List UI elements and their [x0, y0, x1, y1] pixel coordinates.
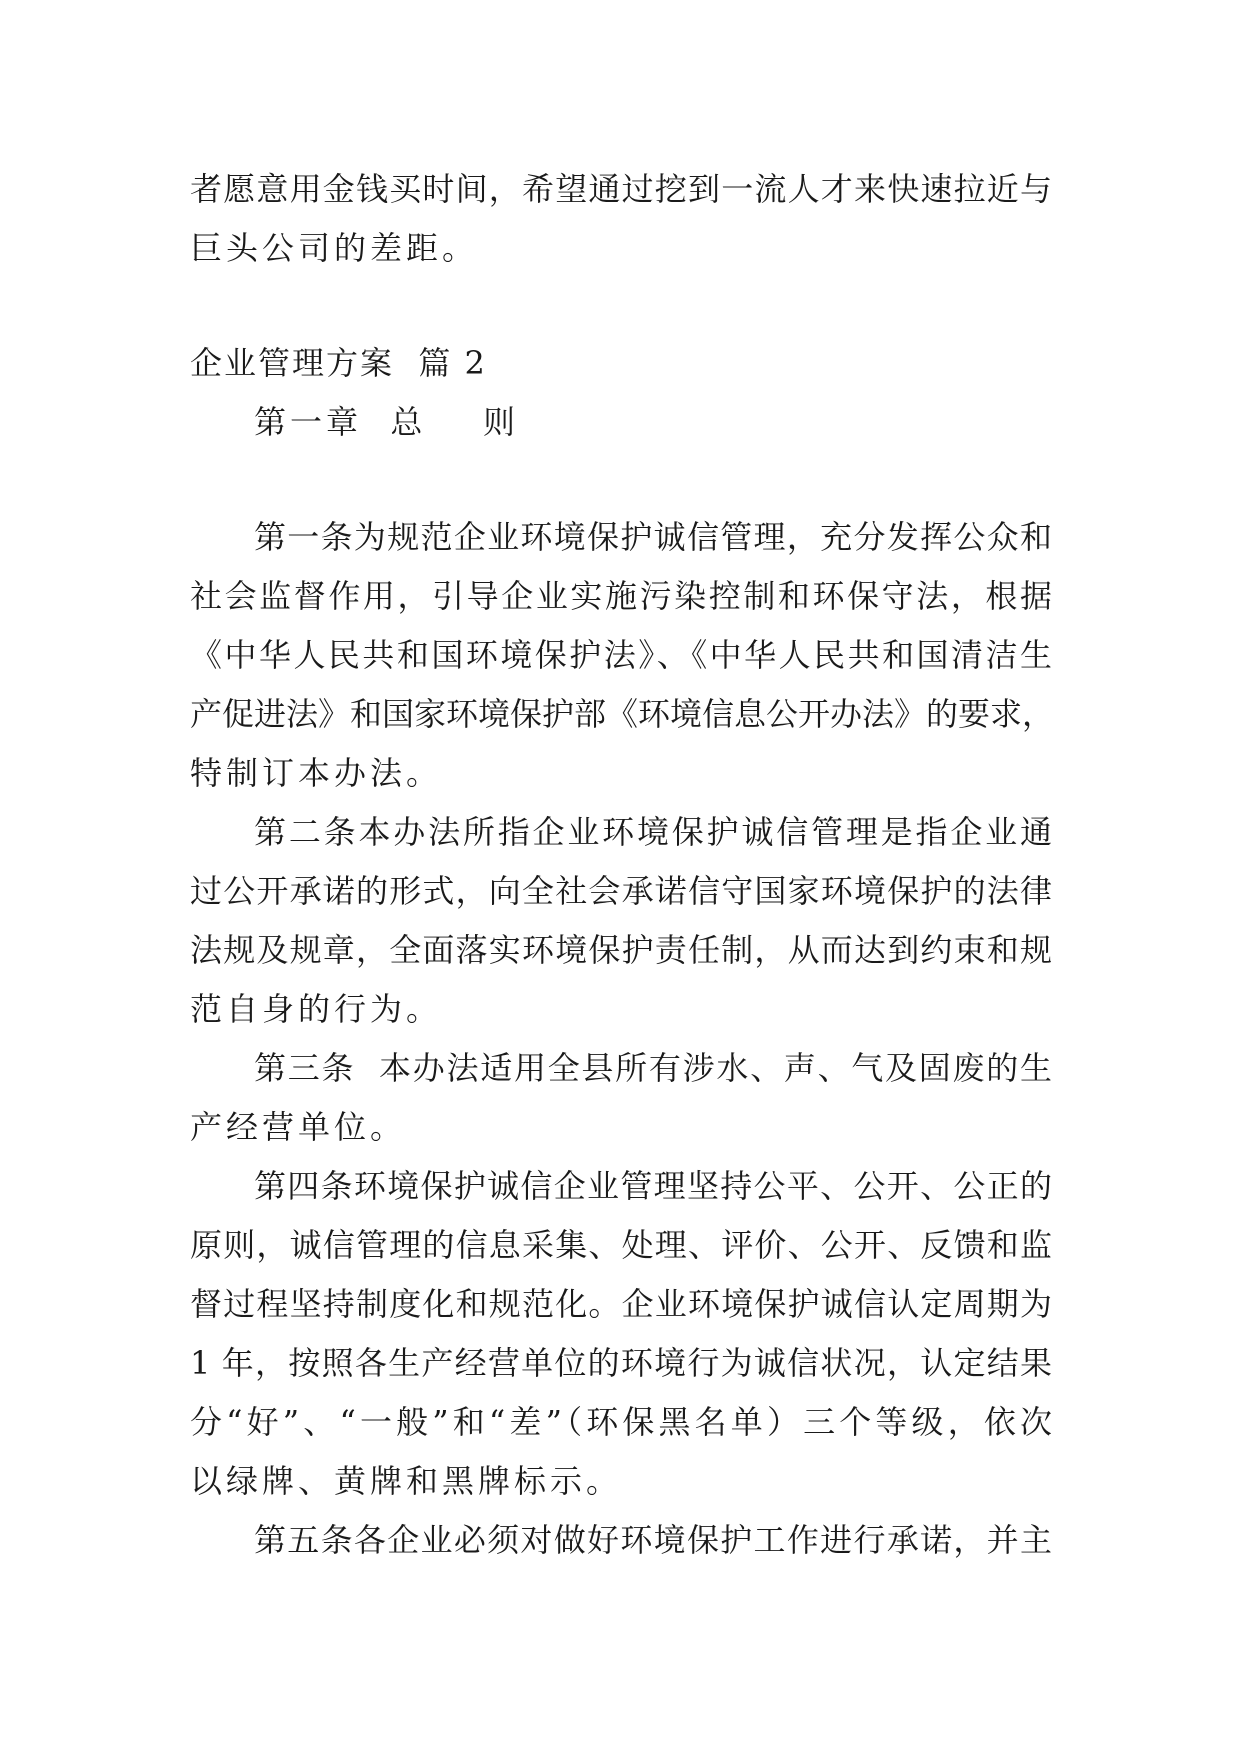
intro-paragraph	[190, 160, 1052, 278]
text-line: 第二条本办法所指企业环境保护诚信管理是指企业通	[254, 813, 1052, 851]
text-line: 法规及规章，全面落实环境保护责任制，从而达到约束和规	[190, 931, 1052, 969]
chapter-heading: 第一章 总 则	[254, 403, 520, 441]
article-3	[190, 1039, 1052, 1157]
article-1	[190, 508, 1055, 803]
text-line: 以绿牌、黄牌和黑牌标示。	[190, 1462, 623, 1500]
text-line: 分“好”、“一般”和“差”（环保黑名单）三个等级，依次	[190, 1403, 1052, 1441]
text-line: 《中华人民共和国环境保护法》、《中华人民共和国清洁生	[190, 636, 1052, 674]
text-line: 特制订本办法。	[190, 754, 443, 792]
text-line: 督过程坚持制度化和规范化。企业环境保护诚信认定周期为	[190, 1285, 1052, 1323]
article-4	[190, 1157, 1052, 1511]
text-line: 第五条各企业必须对做好环境保护工作进行承诺，并主	[254, 1521, 1052, 1559]
text-line: 过公开承诺的形式，向全社会承诺信守国家环境保护的法律	[190, 872, 1052, 910]
text-line: 产经营单位。	[190, 1108, 407, 1146]
article-2	[190, 803, 1052, 1039]
text-line: 1 年，按照各生产经营单位的环境行为诚信状况，认定结果	[190, 1344, 1052, 1382]
text-line: 范自身的行为。	[190, 990, 443, 1028]
text-line: 第四条环境保护诚信企业管理坚持公平、公开、公正的	[254, 1167, 1052, 1205]
document-page	[190, 160, 1055, 1570]
text-line: 巨头公司的差距。	[190, 229, 479, 267]
text-line: 社会监督作用，引导企业实施污染控制和环保守法，根据	[190, 577, 1052, 615]
article-5	[190, 1511, 1052, 1570]
text-line: 第一条为规范企业环境保护诚信管理，充分发挥公众和	[254, 518, 1052, 556]
text-line: 者愿意用金钱买时间，希望通过挖到一流人才来快速拉近与	[190, 170, 1052, 208]
section-title: 企业管理方案 篇 2	[190, 344, 487, 382]
text-line: 原则，诚信管理的信息采集、处理、评价、公开、反馈和监	[190, 1226, 1052, 1264]
text-line: 产促进法》和国家环境保护部《环境信息公开办法》的要求，	[190, 695, 1055, 733]
text-line: 第三条 本办法适用全县所有涉水、声、气及固废的生	[254, 1049, 1052, 1087]
